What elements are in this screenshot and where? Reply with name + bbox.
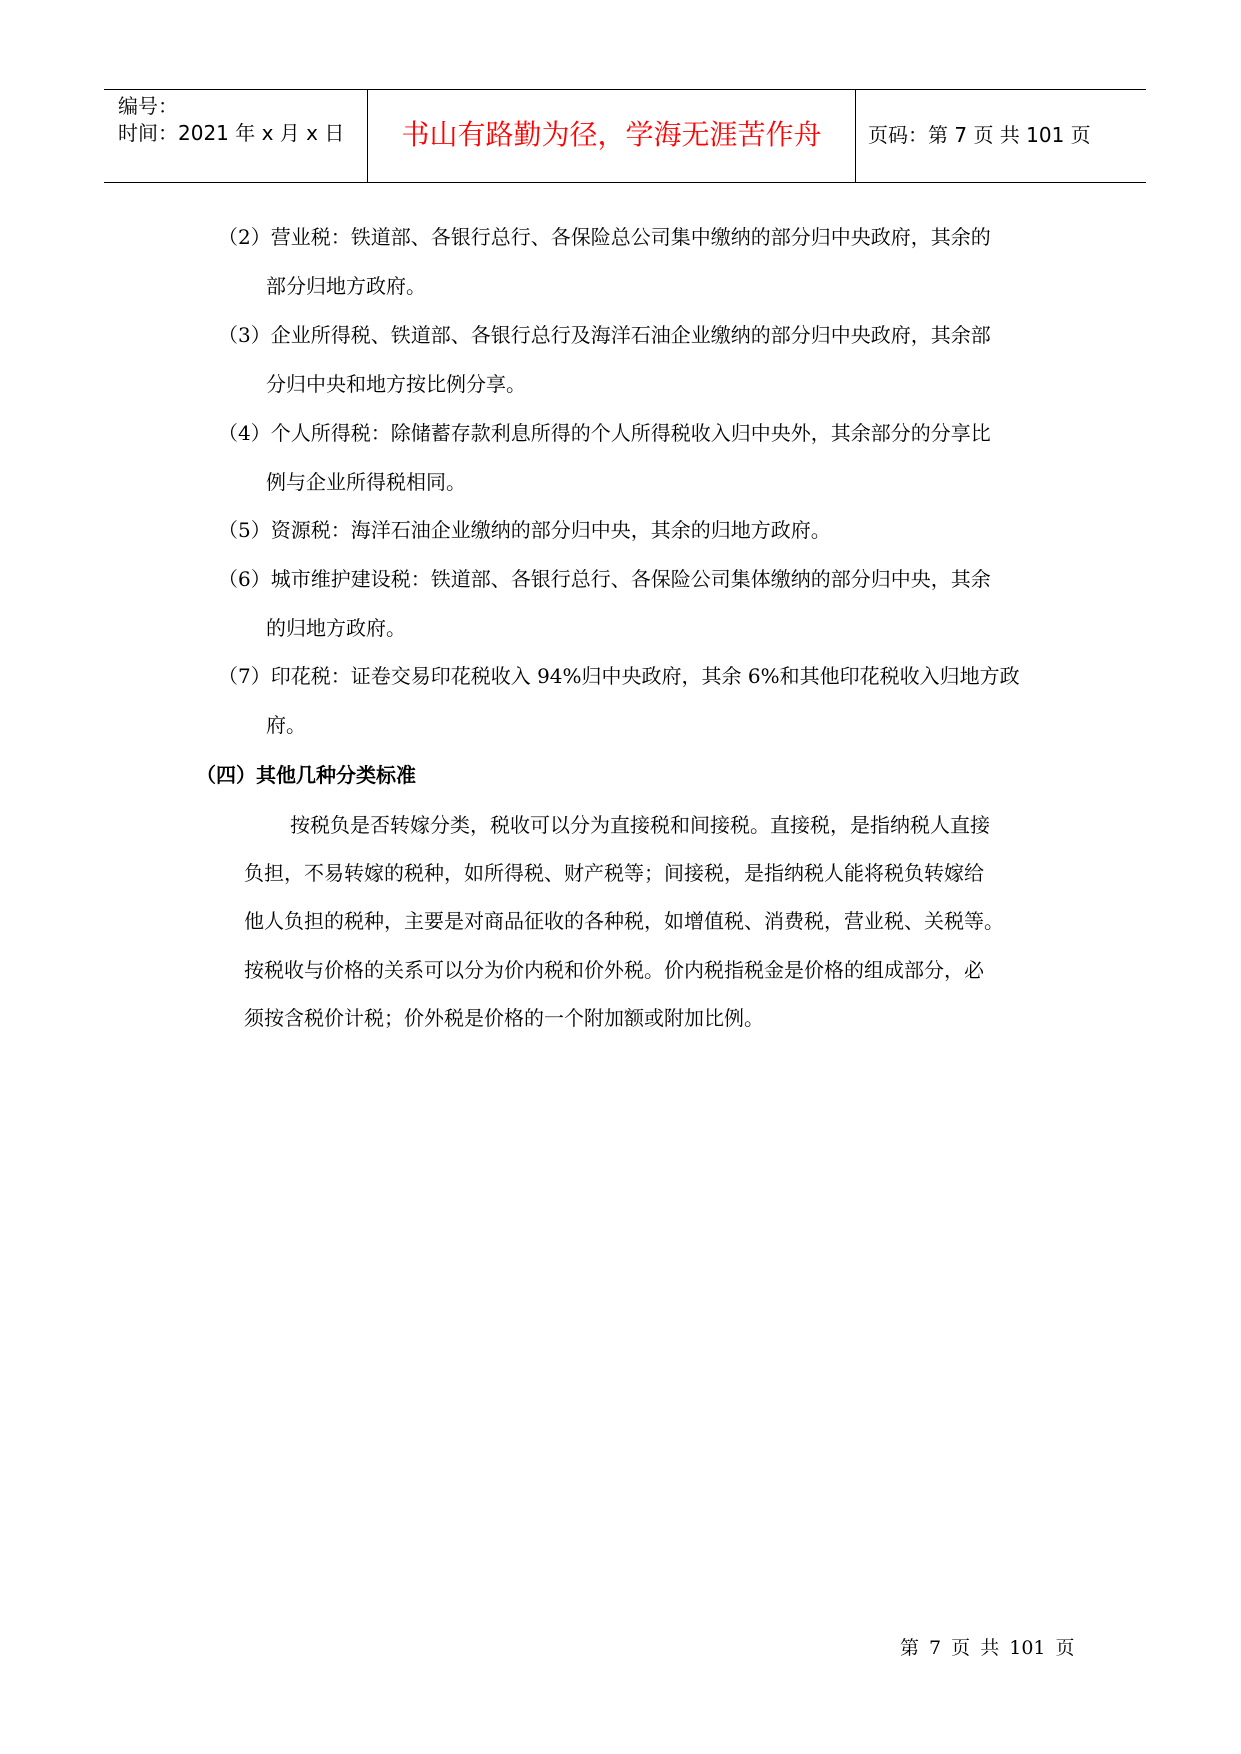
list-item-text: （2）营业税：铁道部、各银行总行、各保险总公司集中缴纳的部分归中央政府，其余的 xyxy=(218,225,991,249)
header-meta-cell xyxy=(104,90,368,182)
list-item-text: （3）企业所得税、铁道部、各银行总行及海洋石油企业缴纳的部分归中央政府，其余部 xyxy=(218,323,991,347)
list-item-continuation: 部分归地方政府。 xyxy=(266,274,426,298)
page-footer: 第 7 页 共 101 页 xyxy=(900,1637,1075,1659)
list-item-text: （4）个人所得税：除储蓄存款利息所得的个人所得税收入归中央外，其余部分的分享比 xyxy=(218,421,991,445)
header-motto-cell xyxy=(368,90,856,182)
list-item-continuation: 例与企业所得税相同。 xyxy=(266,470,466,494)
paragraph-line: 须按含税价计税；价外税是价格的一个附加额或附加比例。 xyxy=(244,1006,764,1030)
header-page-info: 页码：第 7 页 共 101 页 xyxy=(868,123,1091,147)
list-item-text: （5）资源税：海洋石油企业缴纳的部分归中央，其余的归地方政府。 xyxy=(218,518,831,542)
paragraph-line: 他人负担的税种，主要是对商品征收的各种税，如增值税、消费税，营业税、关税等。 xyxy=(244,909,1004,933)
document-header xyxy=(104,89,1146,183)
list-item-continuation: 分归中央和地方按比例分享。 xyxy=(266,372,526,396)
header-number-label: 编号： xyxy=(118,94,178,118)
list-item-continuation: 的归地方政府。 xyxy=(266,616,406,640)
header-motto: 书山有路勤为径，学海无涯苦作舟 xyxy=(401,118,822,151)
paragraph-line: 负担，不易转嫁的税种，如所得税、财产税等；间接税，是指纳税人能将税负转嫁给 xyxy=(244,861,984,885)
paragraph-line: 按税收与价格的关系可以分为价内税和价外税。价内税指税金是价格的组成部分，必 xyxy=(244,958,984,982)
list-item-text: （6）城市维护建设税：铁道部、各银行总行、各保险公司集体缴纳的部分归中央，其余 xyxy=(218,567,991,591)
list-item-continuation: 府。 xyxy=(266,713,306,737)
paragraph-line: 按税负是否转嫁分类，税收可以分为直接税和间接税。直接税，是指纳税人直接 xyxy=(290,813,990,837)
section-heading: （四）其他几种分类标准 xyxy=(196,763,416,787)
header-page-cell xyxy=(856,90,1146,182)
header-time-label: 时间：2021 年 x 月 x 日 xyxy=(118,121,345,145)
list-item-text: （7）印花税：证卷交易印花税收入 94%归中央政府，其余 6%和其他印花税收入归地方政 xyxy=(218,664,1020,688)
